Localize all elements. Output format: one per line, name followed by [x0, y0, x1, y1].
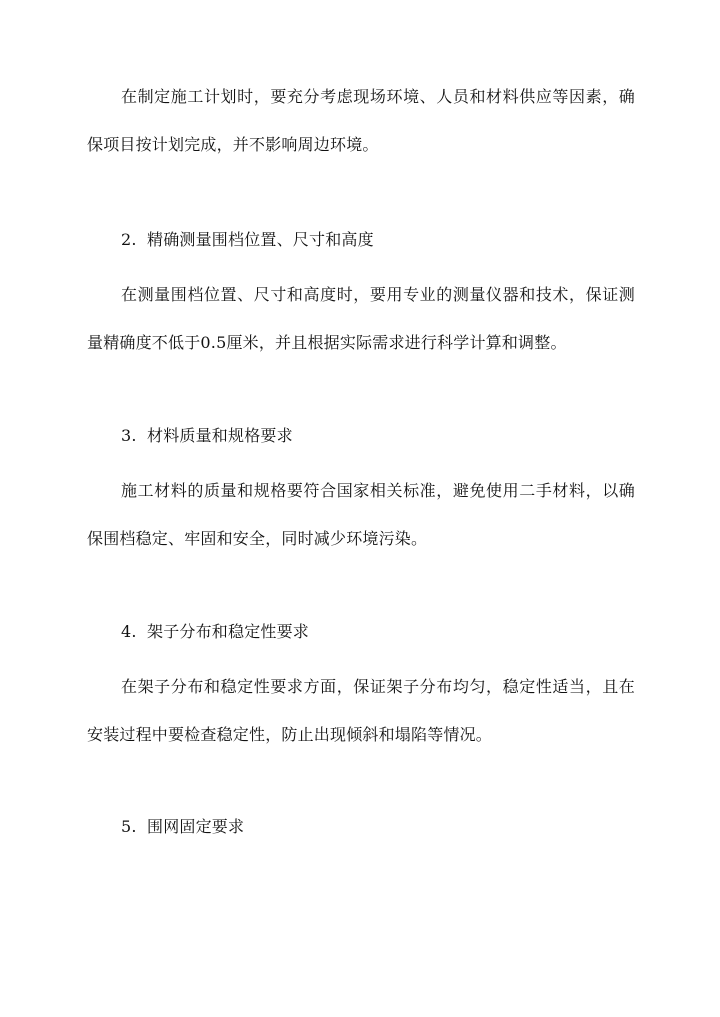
- paragraph-planning: 在制定施工计划时，要充分考虑现场环境、人员和材料供应等因素，确保项目按计划完成，并不影响周边环境。: [87, 87, 635, 154]
- section-title: 围网固定要求: [147, 817, 245, 836]
- section-number: 5.: [121, 817, 137, 836]
- section-number: 4.: [121, 622, 137, 641]
- section-title: 材料质量和规格要求: [147, 426, 293, 445]
- section-heading-5: [121, 815, 244, 839]
- paragraph-scaffolding: 在架子分布和稳定性要求方面，保证架子分布均匀，稳定性适当，且在安装过程中要检查稳定性，防止出现倾斜和塌陷等情况。: [87, 677, 635, 744]
- paragraph-materials: 施工材料的质量和规格要符合国家相关标准，避免使用二手材料，以确保围档稳定、牢固和安全，同时减少环境污染。: [87, 481, 635, 548]
- paragraph-measurement: 在测量围档位置、尺寸和高度时，要用专业的测量仪器和技术，保证测量精确度不低于0.5厘米，并且根据实际需求进行科学计算和调整。: [87, 285, 635, 352]
- section-number: 2.: [121, 230, 137, 249]
- section-title: 架子分布和稳定性要求: [147, 622, 310, 641]
- section-number: 3.: [121, 426, 137, 445]
- section-heading-4: [121, 620, 309, 644]
- section-heading-2: [121, 228, 374, 252]
- section-title: 精确测量围档位置、尺寸和高度: [147, 230, 374, 249]
- section-heading-3: [121, 424, 293, 448]
